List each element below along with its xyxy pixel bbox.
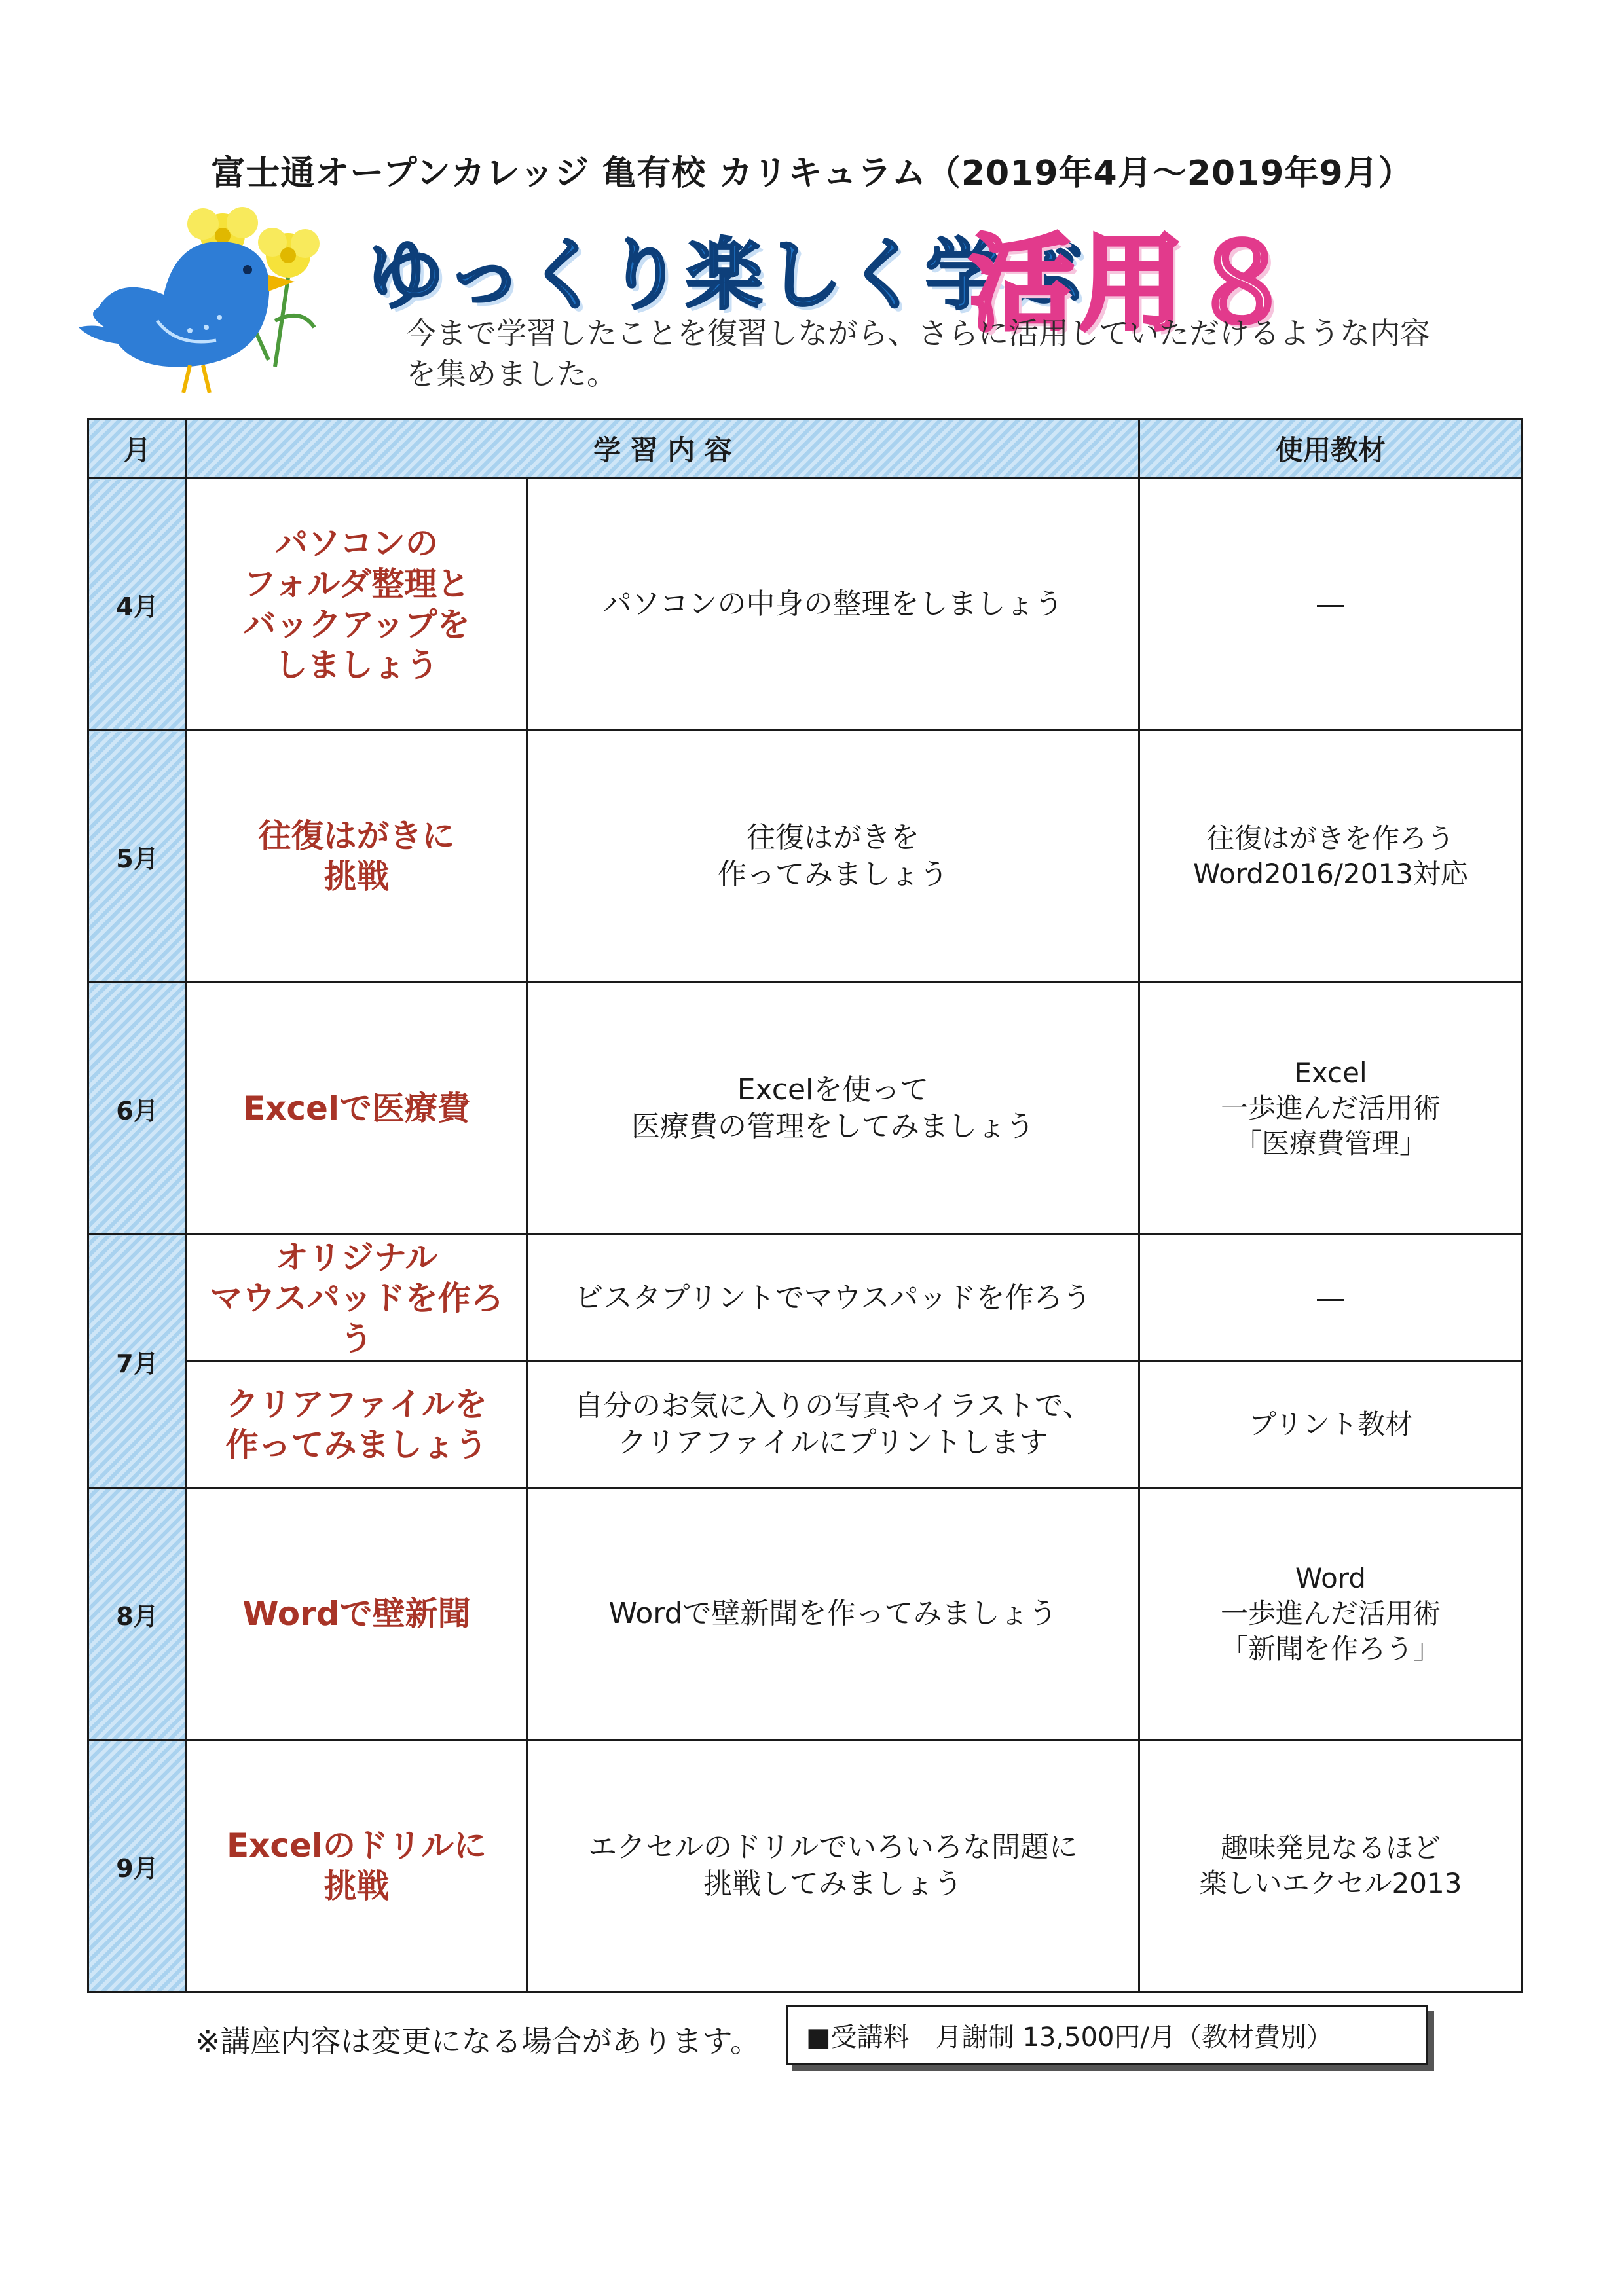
lesson-title: パソコンの フォルダ整理と バックアップを しましょう	[187, 479, 527, 731]
lesson-title: クリアファイルを 作ってみましょう	[187, 1362, 527, 1488]
column-header-materials: 使用教材	[1139, 419, 1522, 479]
lesson-title: オリジナル マウスパッドを作ろう	[187, 1235, 527, 1362]
lesson-title: Wordで壁新聞	[187, 1488, 527, 1740]
course-name: 活用８	[969, 223, 1300, 345]
lesson-content: 往復はがきを 作ってみましょう	[527, 731, 1139, 983]
month-cell: 9月	[88, 1740, 187, 1992]
lesson-material: Excel 一歩進んだ活用術 「医療費管理」	[1139, 983, 1522, 1235]
month-cell: 5月	[88, 731, 187, 983]
curriculum-table	[87, 418, 1523, 1993]
table-row	[88, 983, 1522, 1235]
table-row	[88, 1235, 1522, 1362]
table-row	[88, 731, 1522, 983]
lesson-content: エクセルのドリルでいろいろな問題に 挑戦してみましょう	[527, 1740, 1139, 1992]
lesson-content: 自分のお気に入りの写真やイラストで、 クリアファイルにプリントします	[527, 1362, 1139, 1488]
month-cell: 7月	[88, 1235, 187, 1488]
column-header-content: 学 習 内 容	[187, 419, 1139, 479]
lesson-content: Excelを使って 医療費の管理をしてみましょう	[527, 983, 1139, 1235]
lesson-title: Excelで医療費	[187, 983, 527, 1235]
lesson-title: Excelのドリルに 挑戦	[187, 1740, 527, 1992]
lesson-content: ビスタプリントでマウスパッドを作ろう	[527, 1235, 1139, 1362]
table-row	[88, 479, 1522, 731]
table-row	[88, 1362, 1522, 1488]
lesson-content: Wordで壁新聞を作ってみましょう	[527, 1488, 1139, 1740]
page-title: 富士通オープンカレッジ 亀有校 カリキュラム（2019年4月～2019年9月）	[211, 154, 1413, 193]
lesson-material: ―	[1139, 479, 1522, 731]
bird-with-flowers-icon	[79, 196, 354, 412]
table-row	[88, 1740, 1522, 1992]
month-cell: 8月	[88, 1488, 187, 1740]
lesson-material: ―	[1139, 1235, 1522, 1362]
intro-text: 今まで学習したことを復習しながら、さらに活用していただけるような内容を集めました。	[406, 316, 1430, 392]
fee-text: ■受講料 月謝制 13,500円/月（教材費別）	[806, 2022, 1333, 2052]
lesson-material: 趣味発見なるほど 楽しいエクセル2013	[1139, 1740, 1522, 1992]
bird-icon	[79, 242, 295, 393]
lesson-material: プリント教材	[1139, 1362, 1522, 1488]
change-notice: ※講座内容は変更になる場合があります。	[195, 2024, 760, 2059]
month-cell: 6月	[88, 983, 187, 1235]
table-row	[88, 1488, 1522, 1740]
table-header-row	[88, 419, 1522, 479]
lesson-title: 往復はがきに 挑戦	[187, 731, 527, 983]
lesson-material: Word 一歩進んだ活用術 「新聞を作ろう」	[1139, 1488, 1522, 1740]
month-cell: 4月	[88, 479, 187, 731]
catch-phrase: ゆっくり楽しく学ぶ	[367, 230, 1085, 320]
lesson-content: パソコンの中身の整理をしましょう	[527, 479, 1139, 731]
lesson-material: 往復はがきを作ろう Word2016/2013対応	[1139, 731, 1522, 983]
fee-box	[786, 2005, 1428, 2065]
column-header-month: 月	[88, 419, 187, 479]
